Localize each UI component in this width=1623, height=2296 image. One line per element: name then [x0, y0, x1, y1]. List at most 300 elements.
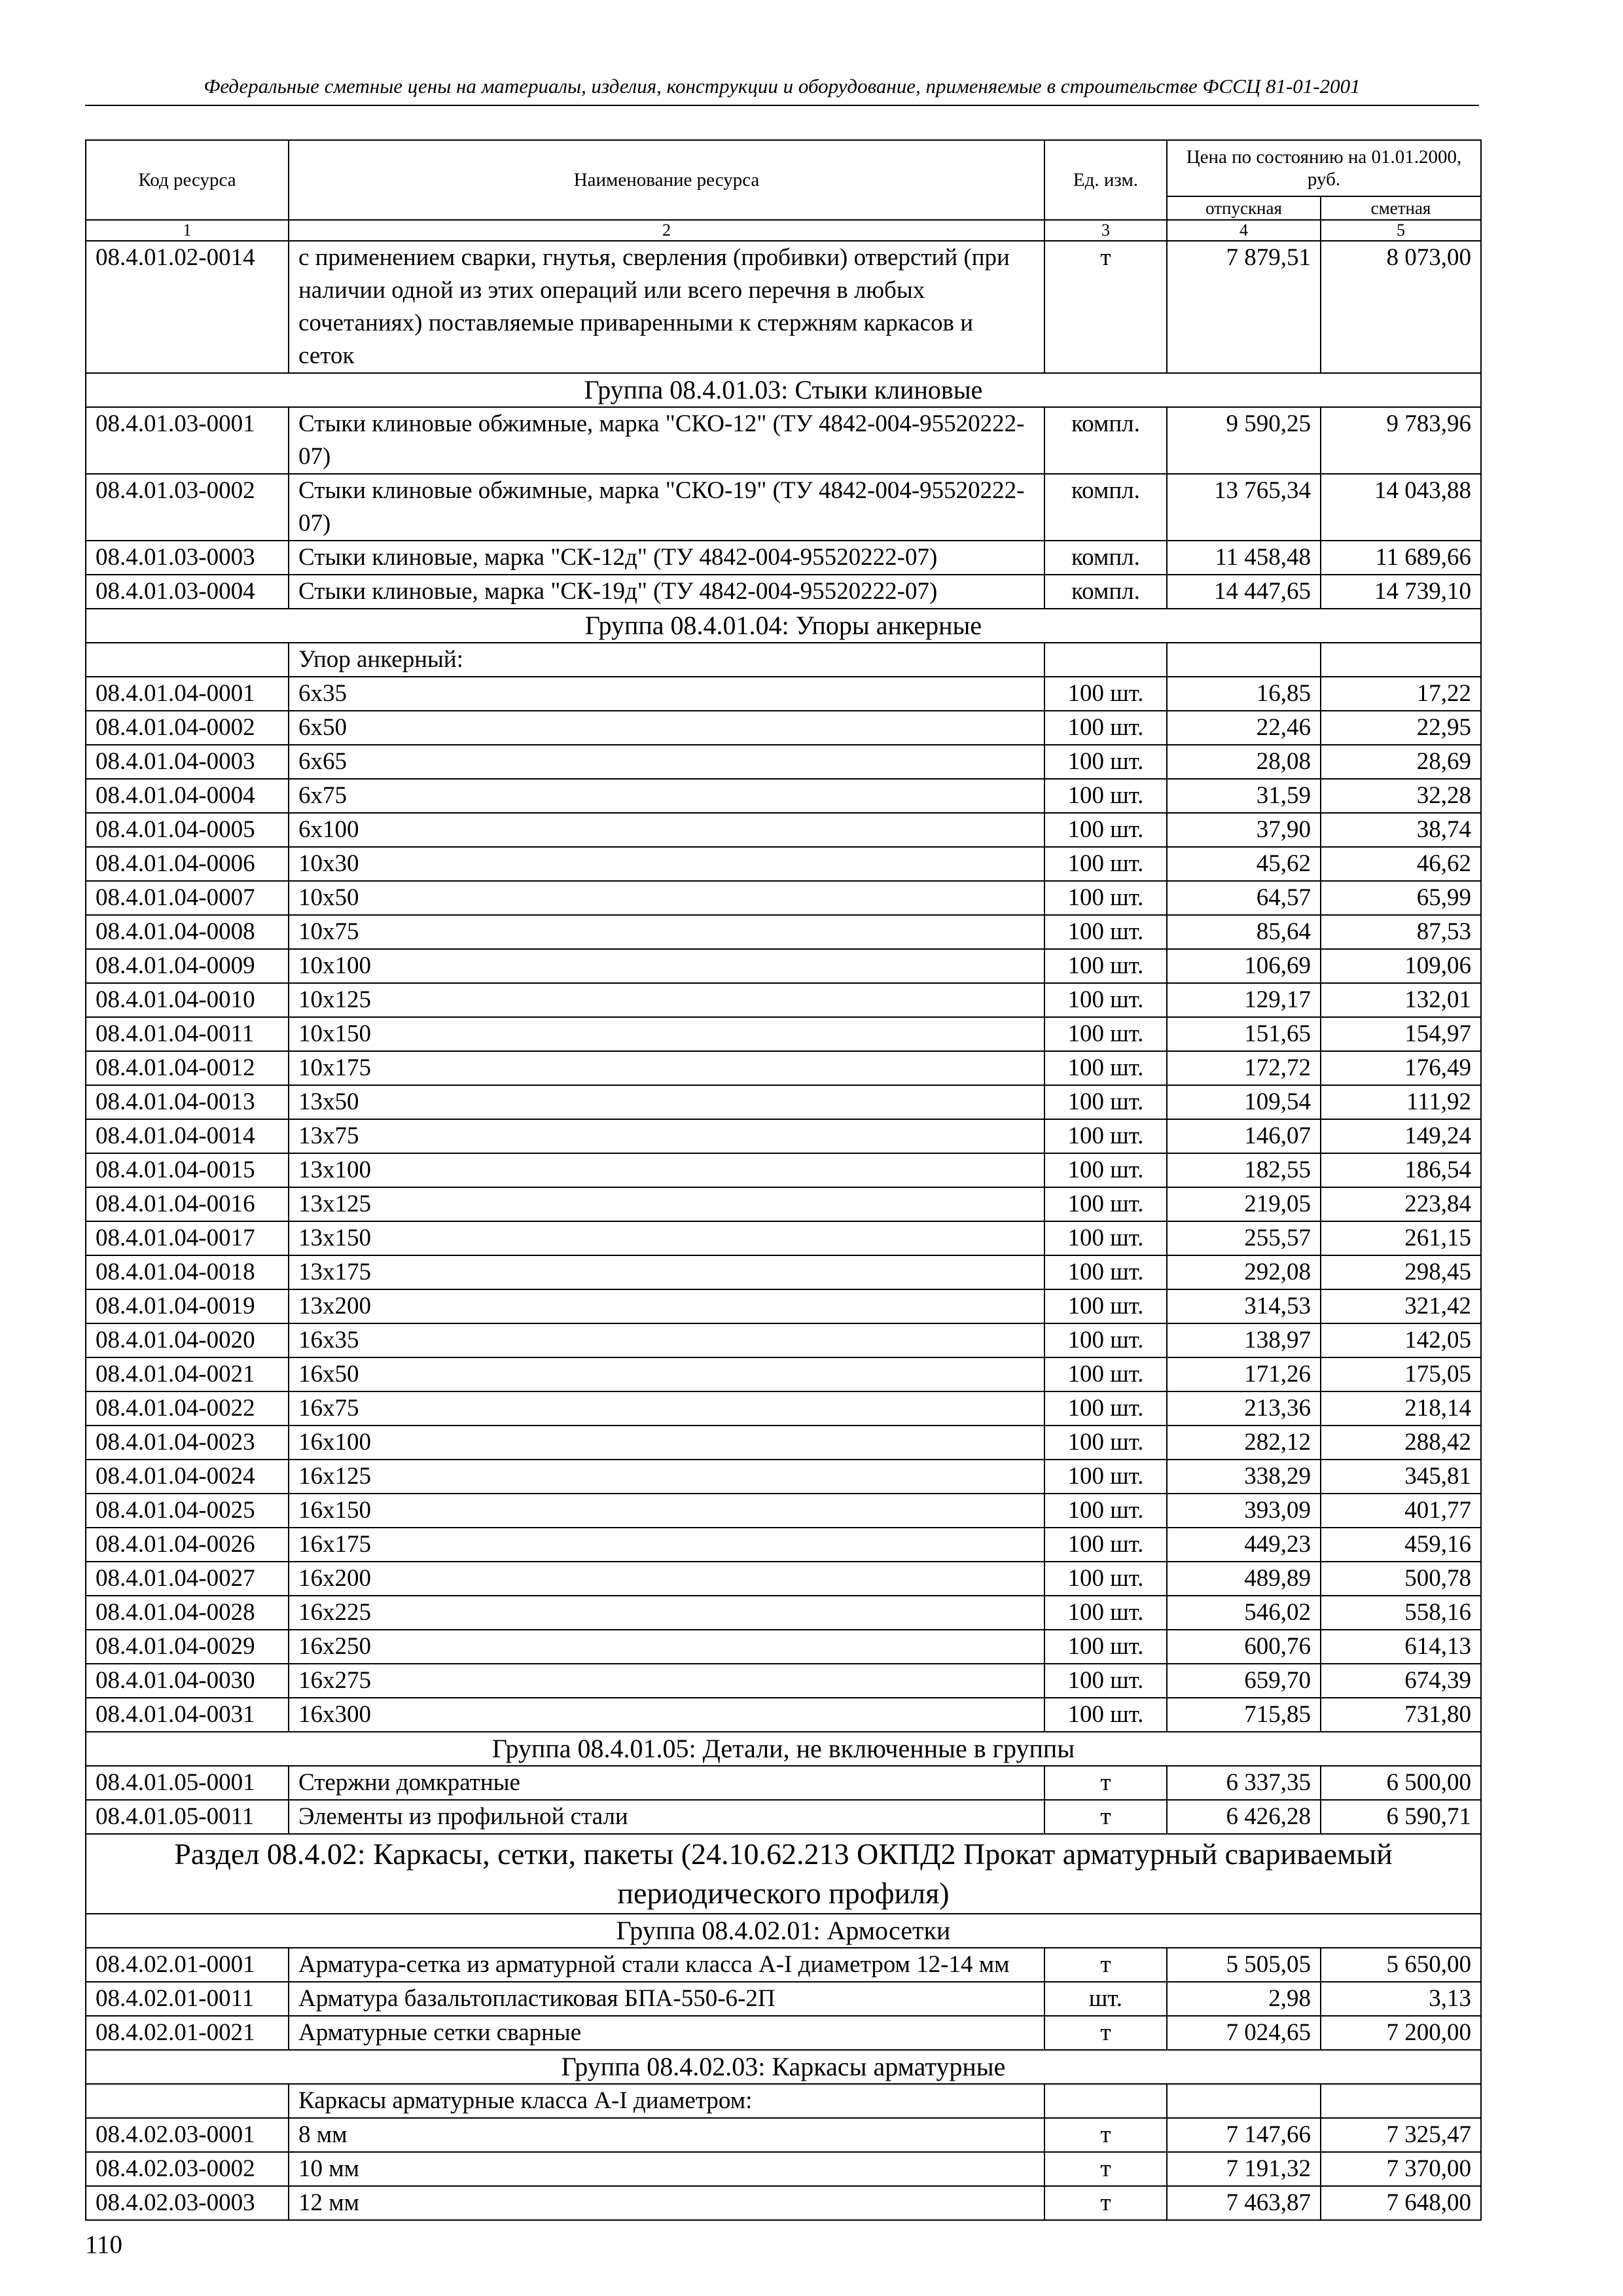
unit-cell: т	[1044, 2152, 1167, 2186]
code-cell: 08.4.01.04-0019	[86, 1289, 289, 1323]
subtitle-cell: Упор анкерный:	[289, 643, 1044, 677]
table-row	[86, 881, 1481, 915]
estimate-price-cell: 186,54	[1321, 1153, 1481, 1187]
code-cell: 08.4.01.04-0008	[86, 915, 289, 949]
release-price-cell: 7 191,32	[1167, 2152, 1321, 2186]
unit-cell: 100 шт.	[1044, 1153, 1167, 1187]
col-number: 2	[289, 220, 1044, 241]
estimate-price-cell: 261,15	[1321, 1221, 1481, 1255]
release-price-cell: 393,09	[1167, 1494, 1321, 1528]
table-row	[86, 1630, 1481, 1664]
release-price-cell: 151,65	[1167, 1017, 1321, 1051]
table-row	[86, 1289, 1481, 1323]
unit-cell: 100 шт.	[1044, 1698, 1167, 1732]
release-price-cell: 489,89	[1167, 1562, 1321, 1596]
table-row	[86, 1051, 1481, 1085]
release-price-cell: 7 147,66	[1167, 2118, 1321, 2152]
name-cell: 13x175	[289, 1255, 1044, 1289]
estimate-price-cell: 345,81	[1321, 1460, 1481, 1494]
table-row	[86, 1528, 1481, 1562]
name-cell: 8 мм	[289, 2118, 1044, 2152]
col-header-price: Цена по состоянию на 01.01.2000, руб.	[1167, 140, 1481, 196]
code-cell: 08.4.01.04-0028	[86, 1596, 289, 1630]
release-price-cell: 282,12	[1167, 1426, 1321, 1460]
unit-cell: т	[1044, 2118, 1167, 2152]
table-row	[86, 1255, 1481, 1289]
table-row	[86, 813, 1481, 847]
estimate-price-cell: 7 200,00	[1321, 2016, 1481, 2050]
col-number: 1	[86, 220, 289, 241]
group-heading-row	[86, 1914, 1481, 1948]
unit-cell: 100 шт.	[1044, 1664, 1167, 1698]
estimate-price-cell: 223,84	[1321, 1187, 1481, 1221]
code-cell: 08.4.01.04-0001	[86, 677, 289, 711]
code-cell: 08.4.01.04-0016	[86, 1187, 289, 1221]
name-cell: 16x250	[289, 1630, 1044, 1664]
name-cell: Стыки клиновые обжимные, марка "СКО-12" (ТУ 4842-004-95520222-07)	[289, 407, 1044, 474]
unit-cell: 100 шт.	[1044, 1289, 1167, 1323]
estimate-price-cell: 111,92	[1321, 1085, 1481, 1119]
name-cell: 10x175	[289, 1051, 1044, 1085]
unit-cell: компл.	[1044, 541, 1167, 575]
release-price-cell: 11 458,48	[1167, 541, 1321, 575]
subtitle-cell: Каркасы арматурные класса А-I диаметром:	[289, 2084, 1044, 2118]
code-cell: 08.4.01.04-0023	[86, 1426, 289, 1460]
release-price-cell: 7 879,51	[1167, 241, 1321, 373]
table-row	[86, 711, 1481, 745]
name-cell: 13x75	[289, 1119, 1044, 1153]
col-number: 4	[1167, 220, 1321, 241]
estimate-price-cell: 154,97	[1321, 1017, 1481, 1051]
code-cell: 08.4.01.04-0002	[86, 711, 289, 745]
group-heading-row	[86, 1732, 1481, 1766]
name-cell: 16x125	[289, 1460, 1044, 1494]
group-heading-row	[86, 609, 1481, 643]
release-price-cell: 449,23	[1167, 1528, 1321, 1562]
table-row	[86, 541, 1481, 575]
release-price-cell: 138,97	[1167, 1323, 1321, 1357]
unit-cell: 100 шт.	[1044, 1221, 1167, 1255]
col-header-code: Код ресурса	[86, 140, 289, 220]
code-cell: 08.4.01.04-0029	[86, 1630, 289, 1664]
unit-cell: 100 шт.	[1044, 1460, 1167, 1494]
code-cell: 08.4.02.03-0001	[86, 2118, 289, 2152]
release-price-cell: 7 463,87	[1167, 2186, 1321, 2220]
table-row	[86, 1221, 1481, 1255]
estimate-price-cell: 38,74	[1321, 813, 1481, 847]
unit-cell: 100 шт.	[1044, 677, 1167, 711]
name-cell: Стыки клиновые обжимные, марка "СКО-19" (ТУ 4842-004-95520222-07)	[289, 474, 1044, 541]
subtitle-row	[86, 2084, 1481, 2118]
name-cell: Арматура-сетка из арматурной стали класса А-I диаметром 12-14 мм	[289, 1948, 1044, 1982]
estimate-price-cell: 401,77	[1321, 1494, 1481, 1528]
code-cell: 08.4.01.04-0004	[86, 779, 289, 813]
name-cell: 6x100	[289, 813, 1044, 847]
price-table	[85, 139, 1482, 2221]
code-cell: 08.4.01.04-0018	[86, 1255, 289, 1289]
estimate-price-cell: 459,16	[1321, 1528, 1481, 1562]
estimate-price-cell: 7 325,47	[1321, 2118, 1481, 2152]
release-price-cell: 16,85	[1167, 677, 1321, 711]
code-cell: 08.4.01.04-0003	[86, 745, 289, 779]
code-cell: 08.4.01.04-0007	[86, 881, 289, 915]
estimate-price-cell: 500,78	[1321, 1562, 1481, 1596]
name-cell: 16x175	[289, 1528, 1044, 1562]
name-cell: 10x125	[289, 983, 1044, 1017]
code-cell: 08.4.01.04-0012	[86, 1051, 289, 1085]
name-cell: 6x35	[289, 677, 1044, 711]
estimate-price-cell: 17,22	[1321, 677, 1481, 711]
table-row	[86, 1766, 1481, 1800]
code-cell: 08.4.01.04-0031	[86, 1698, 289, 1732]
release-price-cell: 109,54	[1167, 1085, 1321, 1119]
unit-cell: 100 шт.	[1044, 1017, 1167, 1051]
name-cell: 16x50	[289, 1357, 1044, 1391]
release-price-cell: 6 426,28	[1167, 1800, 1321, 1834]
code-cell: 08.4.01.04-0005	[86, 813, 289, 847]
release-price-cell: 129,17	[1167, 983, 1321, 1017]
unit-cell: 100 шт.	[1044, 847, 1167, 881]
table-row	[86, 1187, 1481, 1221]
unit-cell: 100 шт.	[1044, 1119, 1167, 1153]
release-price-cell: 7 024,65	[1167, 2016, 1321, 2050]
unit-cell: 100 шт.	[1044, 1562, 1167, 1596]
group-title: Группа 08.4.02.01: Армосетки	[86, 1914, 1481, 1948]
name-cell: 16x100	[289, 1426, 1044, 1460]
code-cell: 08.4.01.04-0022	[86, 1391, 289, 1426]
table-row	[86, 1153, 1481, 1187]
table-row	[86, 241, 1481, 373]
subtitle-row	[86, 643, 1481, 677]
code-cell: 08.4.01.04-0017	[86, 1221, 289, 1255]
estimate-price-cell: 298,45	[1321, 1255, 1481, 1289]
unit-cell: 100 шт.	[1044, 1187, 1167, 1221]
estimate-price-cell: 14 739,10	[1321, 575, 1481, 609]
estimate-price-cell: 176,49	[1321, 1051, 1481, 1085]
estimate-price-cell: 558,16	[1321, 1596, 1481, 1630]
unit-cell: 100 шт.	[1044, 881, 1167, 915]
estimate-price-cell: 674,39	[1321, 1664, 1481, 1698]
unit-cell	[1044, 2084, 1167, 2118]
unit-cell: 100 шт.	[1044, 745, 1167, 779]
estimate-price-cell: 142,05	[1321, 1323, 1481, 1357]
code-cell: 08.4.01.05-0011	[86, 1800, 289, 1834]
table-row	[86, 745, 1481, 779]
name-cell: 13x50	[289, 1085, 1044, 1119]
code-cell: 08.4.01.03-0004	[86, 575, 289, 609]
name-cell: 6x75	[289, 779, 1044, 813]
unit-cell: 100 шт.	[1044, 1630, 1167, 1664]
col-header-estimate: сметная	[1321, 196, 1481, 220]
name-cell: 10 мм	[289, 2152, 1044, 2186]
code-cell: 08.4.01.03-0002	[86, 474, 289, 541]
group-title: Группа 08.4.01.03: Стыки клиновые	[86, 373, 1481, 407]
name-cell: 10x150	[289, 1017, 1044, 1051]
unit-cell: компл.	[1044, 407, 1167, 474]
unit-cell: 100 шт.	[1044, 813, 1167, 847]
release-price-cell: 292,08	[1167, 1255, 1321, 1289]
section-title: Раздел 08.4.02: Каркасы, сетки, пакеты (24.10.62.213 ОКПД2 Прокат арматурный свариваемый периодического профиля)	[86, 1834, 1481, 1914]
code-cell: 08.4.01.04-0020	[86, 1323, 289, 1357]
col-number: 5	[1321, 220, 1481, 241]
name-cell: 16x200	[289, 1562, 1044, 1596]
estimate-price-cell: 731,80	[1321, 1698, 1481, 1732]
table-row	[86, 1664, 1481, 1698]
unit-cell: 100 шт.	[1044, 1255, 1167, 1289]
estimate-price-cell: 6 500,00	[1321, 1766, 1481, 1800]
table-row	[86, 1017, 1481, 1051]
table-row	[86, 1460, 1481, 1494]
code-cell: 08.4.01.04-0025	[86, 1494, 289, 1528]
estimate-price-cell	[1321, 2084, 1481, 2118]
release-price-cell: 338,29	[1167, 1460, 1321, 1494]
code-cell: 08.4.01.03-0003	[86, 541, 289, 575]
name-cell: 16x300	[289, 1698, 1044, 1732]
code-cell: 08.4.02.03-0002	[86, 2152, 289, 2186]
release-price-cell: 600,76	[1167, 1630, 1321, 1664]
unit-cell: т	[1044, 1766, 1167, 1800]
unit-cell: 100 шт.	[1044, 915, 1167, 949]
release-price-cell: 546,02	[1167, 1596, 1321, 1630]
unit-cell: 100 шт.	[1044, 711, 1167, 745]
estimate-price-cell: 321,42	[1321, 1289, 1481, 1323]
table-row	[86, 1391, 1481, 1426]
unit-cell: т	[1044, 2016, 1167, 2050]
code-cell: 08.4.02.01-0021	[86, 2016, 289, 2050]
release-price-cell	[1167, 2084, 1321, 2118]
name-cell: Стыки клиновые, марка "СК-12д" (ТУ 4842-004-95520222-07)	[289, 541, 1044, 575]
estimate-price-cell: 6 590,71	[1321, 1800, 1481, 1834]
code-cell: 08.4.02.01-0001	[86, 1948, 289, 1982]
table-row	[86, 949, 1481, 983]
code-cell: 08.4.01.03-0001	[86, 407, 289, 474]
group-heading-row	[86, 373, 1481, 407]
release-price-cell: 659,70	[1167, 1664, 1321, 1698]
name-cell: с применением сварки, гнутья, сверления (пробивки) отверстий (при наличии одной из этих операций или всего перечня в любых сочетаниях) поставляемые приваренными к стержням каркасов и сеток	[289, 241, 1044, 373]
release-price-cell: 146,07	[1167, 1119, 1321, 1153]
name-cell: 13x150	[289, 1221, 1044, 1255]
unit-cell: 100 шт.	[1044, 1357, 1167, 1391]
table-row	[86, 2016, 1481, 2050]
name-cell: 6x65	[289, 745, 1044, 779]
unit-cell: т	[1044, 241, 1167, 373]
name-cell: Стыки клиновые, марка "СК-19д" (ТУ 4842-004-95520222-07)	[289, 575, 1044, 609]
code-cell: 08.4.01.04-0010	[86, 983, 289, 1017]
name-cell: Элементы из профильной стали	[289, 1800, 1044, 1834]
estimate-price-cell	[1321, 643, 1481, 677]
estimate-price-cell: 11 689,66	[1321, 541, 1481, 575]
code-cell: 08.4.01.04-0009	[86, 949, 289, 983]
table-row	[86, 2118, 1481, 2152]
code-cell: 08.4.01.02-0014	[86, 241, 289, 373]
unit-cell: компл.	[1044, 575, 1167, 609]
table-row	[86, 1426, 1481, 1460]
table-row	[86, 2152, 1481, 2186]
unit-cell: 100 шт.	[1044, 1391, 1167, 1426]
group-title: Группа 08.4.01.05: Детали, не включенные в группы	[86, 1732, 1481, 1766]
estimate-price-cell: 87,53	[1321, 915, 1481, 949]
release-price-cell: 213,36	[1167, 1391, 1321, 1426]
table-row	[86, 1562, 1481, 1596]
code-cell: 08.4.01.04-0026	[86, 1528, 289, 1562]
release-price-cell: 9 590,25	[1167, 407, 1321, 474]
estimate-price-cell: 614,13	[1321, 1630, 1481, 1664]
name-cell: 16x275	[289, 1664, 1044, 1698]
code-cell: 08.4.01.04-0011	[86, 1017, 289, 1051]
table-row	[86, 474, 1481, 541]
code-cell: 08.4.01.04-0027	[86, 1562, 289, 1596]
table-row	[86, 575, 1481, 609]
table-row	[86, 779, 1481, 813]
unit-cell: 100 шт.	[1044, 1528, 1167, 1562]
section-heading-row	[86, 1834, 1481, 1914]
code-cell: 08.4.01.04-0013	[86, 1085, 289, 1119]
running-header: Федеральные сметные цены на материалы, изделия, конструкции и оборудование, применяемые в строительстве ФССЦ 81-01-2001	[204, 75, 1361, 98]
code-cell: 08.4.02.03-0003	[86, 2186, 289, 2220]
estimate-price-cell: 109,06	[1321, 949, 1481, 983]
name-cell: 16x225	[289, 1596, 1044, 1630]
table-row	[86, 1982, 1481, 2016]
release-price-cell: 171,26	[1167, 1357, 1321, 1391]
estimate-price-cell: 7 648,00	[1321, 2186, 1481, 2220]
estimate-price-cell: 46,62	[1321, 847, 1481, 881]
estimate-price-cell: 9 783,96	[1321, 407, 1481, 474]
code-cell: 08.4.01.04-0030	[86, 1664, 289, 1698]
name-cell: 16x35	[289, 1323, 1044, 1357]
group-heading-row	[86, 2050, 1481, 2084]
unit-cell: т	[1044, 2186, 1167, 2220]
table-row	[86, 1085, 1481, 1119]
col-number: 3	[1044, 220, 1167, 241]
estimate-price-cell: 3,13	[1321, 1982, 1481, 2016]
name-cell: 10x50	[289, 881, 1044, 915]
unit-cell: 100 шт.	[1044, 1426, 1167, 1460]
release-price-cell: 85,64	[1167, 915, 1321, 949]
estimate-price-cell: 149,24	[1321, 1119, 1481, 1153]
unit-cell	[1044, 643, 1167, 677]
code-cell: 08.4.01.04-0006	[86, 847, 289, 881]
page-number: 110	[85, 2231, 123, 2259]
name-cell: 10x100	[289, 949, 1044, 983]
table-row	[86, 1357, 1481, 1391]
release-price-cell: 715,85	[1167, 1698, 1321, 1732]
estimate-price-cell: 7 370,00	[1321, 2152, 1481, 2186]
name-cell: 16x75	[289, 1391, 1044, 1426]
release-price-cell: 22,46	[1167, 711, 1321, 745]
name-cell: Стержни домкратные	[289, 1766, 1044, 1800]
unit-cell: т	[1044, 1948, 1167, 1982]
estimate-price-cell: 28,69	[1321, 745, 1481, 779]
group-title: Группа 08.4.02.03: Каркасы арматурные	[86, 2050, 1481, 2084]
code-cell: 08.4.01.04-0015	[86, 1153, 289, 1187]
table-row	[86, 1494, 1481, 1528]
table-row	[86, 1323, 1481, 1357]
header-rule	[85, 105, 1479, 106]
table-row	[86, 407, 1481, 474]
release-price-cell: 64,57	[1167, 881, 1321, 915]
release-price-cell: 31,59	[1167, 779, 1321, 813]
estimate-price-cell: 5 650,00	[1321, 1948, 1481, 1982]
price-table-body	[86, 241, 1481, 2220]
estimate-price-cell: 218,14	[1321, 1391, 1481, 1426]
estimate-price-cell: 175,05	[1321, 1357, 1481, 1391]
release-price-cell: 172,72	[1167, 1051, 1321, 1085]
unit-cell: 100 шт.	[1044, 983, 1167, 1017]
code-cell	[86, 643, 289, 677]
estimate-price-cell: 14 043,88	[1321, 474, 1481, 541]
unit-cell: 100 шт.	[1044, 779, 1167, 813]
group-title: Группа 08.4.01.04: Упоры анкерные	[86, 609, 1481, 643]
table-row	[86, 1596, 1481, 1630]
table-row	[86, 1948, 1481, 1982]
estimate-price-cell: 22,95	[1321, 711, 1481, 745]
estimate-price-cell: 32,28	[1321, 779, 1481, 813]
name-cell: 13x200	[289, 1289, 1044, 1323]
name-cell: 10x30	[289, 847, 1044, 881]
release-price-cell: 28,08	[1167, 745, 1321, 779]
unit-cell: 100 шт.	[1044, 1051, 1167, 1085]
code-cell: 08.4.01.04-0021	[86, 1357, 289, 1391]
release-price-cell: 182,55	[1167, 1153, 1321, 1187]
table-row	[86, 1119, 1481, 1153]
name-cell: 12 мм	[289, 2186, 1044, 2220]
unit-cell: 100 шт.	[1044, 1494, 1167, 1528]
release-price-cell: 106,69	[1167, 949, 1321, 983]
unit-cell: компл.	[1044, 474, 1167, 541]
release-price-cell: 45,62	[1167, 847, 1321, 881]
release-price-cell: 2,98	[1167, 1982, 1321, 2016]
name-cell: 6x50	[289, 711, 1044, 745]
code-cell: 08.4.01.04-0014	[86, 1119, 289, 1153]
release-price-cell: 314,53	[1167, 1289, 1321, 1323]
name-cell: Арматурные сетки сварные	[289, 2016, 1044, 2050]
estimate-price-cell: 65,99	[1321, 881, 1481, 915]
release-price-cell: 219,05	[1167, 1187, 1321, 1221]
release-price-cell: 14 447,65	[1167, 575, 1321, 609]
unit-cell: 100 шт.	[1044, 1596, 1167, 1630]
table-row	[86, 2186, 1481, 2220]
estimate-price-cell: 132,01	[1321, 983, 1481, 1017]
unit-cell: 100 шт.	[1044, 949, 1167, 983]
name-cell: 10x75	[289, 915, 1044, 949]
col-header-release: отпускная	[1167, 196, 1321, 220]
code-cell: 08.4.02.01-0011	[86, 1982, 289, 2016]
release-price-cell: 5 505,05	[1167, 1948, 1321, 1982]
name-cell: 16x150	[289, 1494, 1044, 1528]
release-price-cell: 6 337,35	[1167, 1766, 1321, 1800]
unit-cell: шт.	[1044, 1982, 1167, 2016]
table-row	[86, 847, 1481, 881]
release-price-cell	[1167, 643, 1321, 677]
name-cell: Арматура базальтопластиковая БПА-550-6-2П	[289, 1982, 1044, 2016]
table-row	[86, 677, 1481, 711]
table-row	[86, 1698, 1481, 1732]
release-price-cell: 255,57	[1167, 1221, 1321, 1255]
code-cell: 08.4.01.05-0001	[86, 1766, 289, 1800]
col-header-unit: Ед. изм.	[1044, 140, 1167, 220]
table-row	[86, 1800, 1481, 1834]
estimate-price-cell: 288,42	[1321, 1426, 1481, 1460]
name-cell: 13x100	[289, 1153, 1044, 1187]
code-cell	[86, 2084, 289, 2118]
unit-cell: 100 шт.	[1044, 1323, 1167, 1357]
unit-cell: т	[1044, 1800, 1167, 1834]
table-row	[86, 983, 1481, 1017]
unit-cell: 100 шт.	[1044, 1085, 1167, 1119]
name-cell: 13x125	[289, 1187, 1044, 1221]
estimate-price-cell: 8 073,00	[1321, 241, 1481, 373]
release-price-cell: 13 765,34	[1167, 474, 1321, 541]
